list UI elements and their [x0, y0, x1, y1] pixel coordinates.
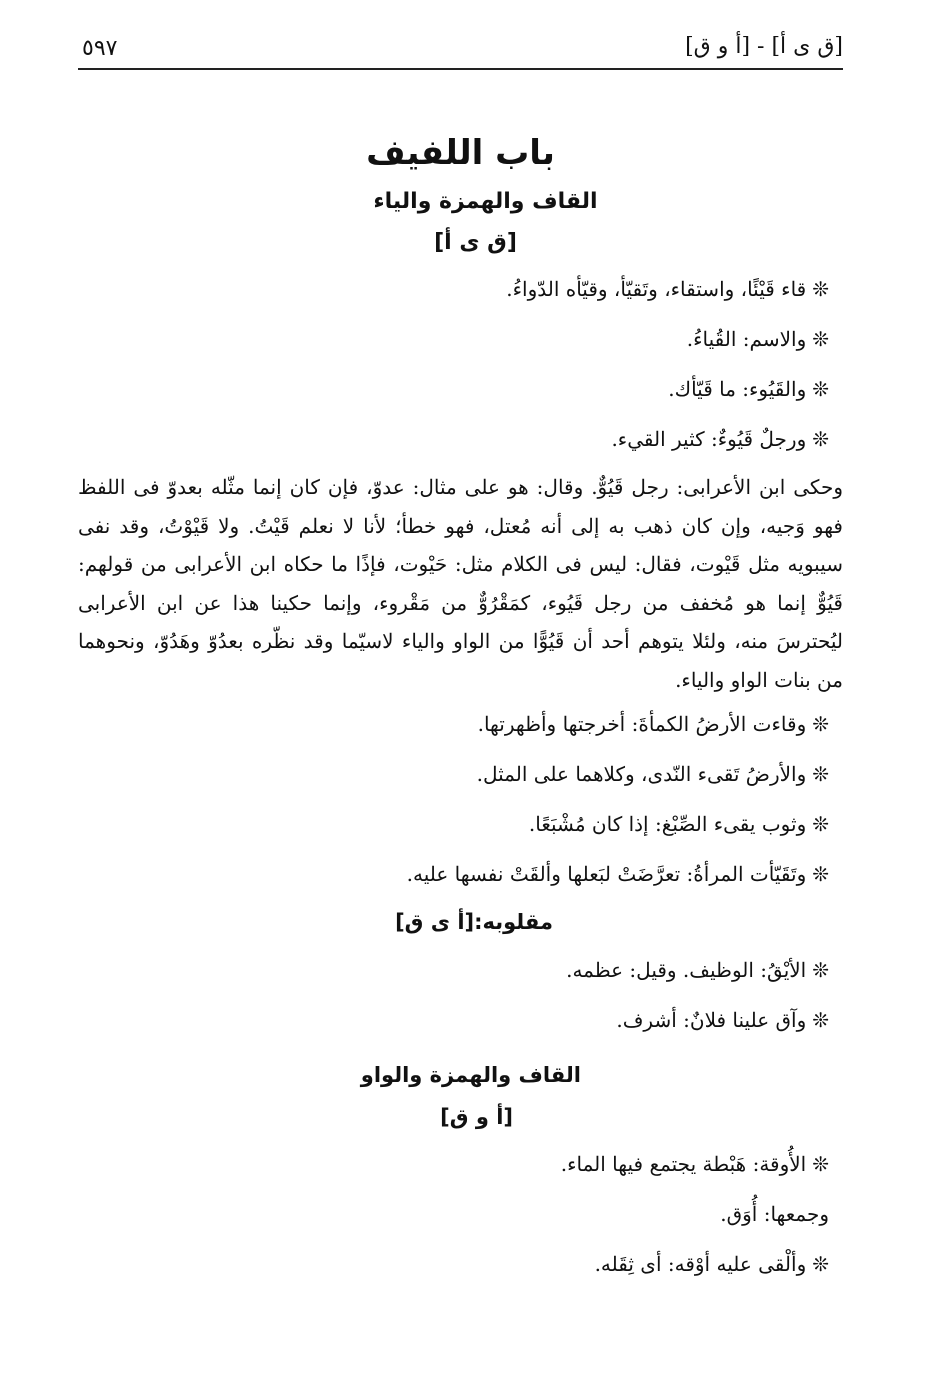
entry — [78, 414, 843, 464]
star-icon: ❊ — [812, 427, 829, 451]
star-icon: ❊ — [812, 1008, 829, 1032]
chapter-title: باب اللفيف — [366, 133, 555, 173]
star-icon: ❊ — [812, 958, 829, 982]
entry-list — [78, 699, 843, 899]
inverted-root: [أ ى ق] — [395, 910, 475, 934]
inverted-label: مقلوبه: — [474, 910, 553, 934]
star-icon: ❊ — [812, 862, 829, 886]
entry — [78, 995, 843, 1045]
entry — [78, 314, 843, 364]
entry-text: الأُوقة: هَبْطة يجتمع فيها الماء. — [560, 1152, 807, 1176]
entry-text: والاسم: القُياءُ. — [686, 327, 807, 351]
inverted-root-heading — [78, 899, 843, 945]
page-number: ٥٩٧ — [82, 36, 118, 61]
entry — [78, 849, 843, 899]
entry — [78, 1139, 843, 1189]
star-icon: ❊ — [812, 377, 829, 401]
entry — [78, 264, 843, 314]
entry-list — [78, 945, 843, 1045]
entry — [78, 1189, 843, 1239]
section-title: القاف والهمزة والياء — [373, 189, 598, 214]
entry-text: وألْقى عليه أوْقه: أى ثِقَله. — [594, 1252, 807, 1276]
root-heading: [ق ى أ] — [434, 230, 517, 255]
entry — [78, 1239, 843, 1289]
entry — [78, 364, 843, 414]
entry-text: والقَيُوء: ما قَيّأك. — [668, 377, 807, 401]
body-paragraph: وحكى ابن الأعرابى: رجل قَيُوٌّ. وقال: هو على مثال: عدوّ، فإن كان إنما مثّله بعدوّ فى اللفظ فهو وَجيه، وإن كان ذهب به إلى أنه مُعتل، فهو خطأ؛ لأنا لا نعلم قَيْتُ. ولا قَيْوْتُ، وقد نفى سيبويه مثل قَيْوت، فقال: ليس فى الكلام مثل: حَيْوت، فإذًا ما حكاه ابن الأعرابى من قولهم: قَيُوٌّ إنما هو مُخفف من رجل قَيُوء، كمَقْرُوٌّ من مَقْروء، وإنما حكينا هذا عن ابن الأعرابى ليُحترسَ منه، ولئلا يتوهم أحد أن قَيُوًّا من الواو والياء لاسيّما وقد نظّره بعدُوّ وهَدُوّ، ونحوهما من بنات الواو والياء. — [78, 475, 843, 692]
entry-text: الأيْقُ: الوظيف. وقيل: عظمه. — [566, 958, 807, 982]
entry-text: وتَقَيّأت المرأةُ: تعرَّضَتْ لبَعلها وألقَتْ نفسها عليه. — [406, 862, 807, 886]
entry-text: وآق علينا فلانٌ: أشرف. — [616, 1008, 807, 1032]
page-body — [78, 124, 843, 1289]
star-icon: ❊ — [812, 327, 829, 351]
entry-list — [78, 1139, 843, 1289]
star-icon: ❊ — [812, 712, 829, 736]
entry — [78, 749, 843, 799]
entry-text: والأرضُ تَقىء النّدى، وكلاهما على المثل. — [476, 762, 807, 786]
entry-text: ورجلٌ قَيُوءٌ: كثير القيء. — [611, 427, 807, 451]
entry-text: قاء قَيْئًا، واستقاء، وتَقيّأ، وقيّأه الدّواءُ. — [506, 277, 807, 301]
entry — [78, 699, 843, 749]
running-head: [ق ى أ] - [أ و ق] — [685, 34, 843, 59]
star-icon: ❊ — [812, 812, 829, 836]
root-heading: [أ و ق] — [440, 1105, 513, 1129]
star-icon: ❊ — [812, 277, 829, 301]
star-icon: ❊ — [812, 1252, 829, 1276]
star-icon: ❊ — [812, 762, 829, 786]
entry — [78, 945, 843, 995]
entry-text: وثوب يقىء الصِّبْغ: إذا كان مُشْبَعًا. — [528, 812, 807, 836]
page-header — [78, 30, 843, 70]
section-title: القاف والهمزة والواو — [360, 1063, 581, 1087]
star-icon: ❊ — [812, 1152, 829, 1176]
entry-list — [78, 264, 843, 464]
entry-text: وقاءت الأرضُ الكمأةَ: أخرجتها وأظهرتها. — [477, 712, 807, 736]
entry — [78, 799, 843, 849]
entry-text: وجمعها: أُوَق. — [720, 1202, 829, 1226]
